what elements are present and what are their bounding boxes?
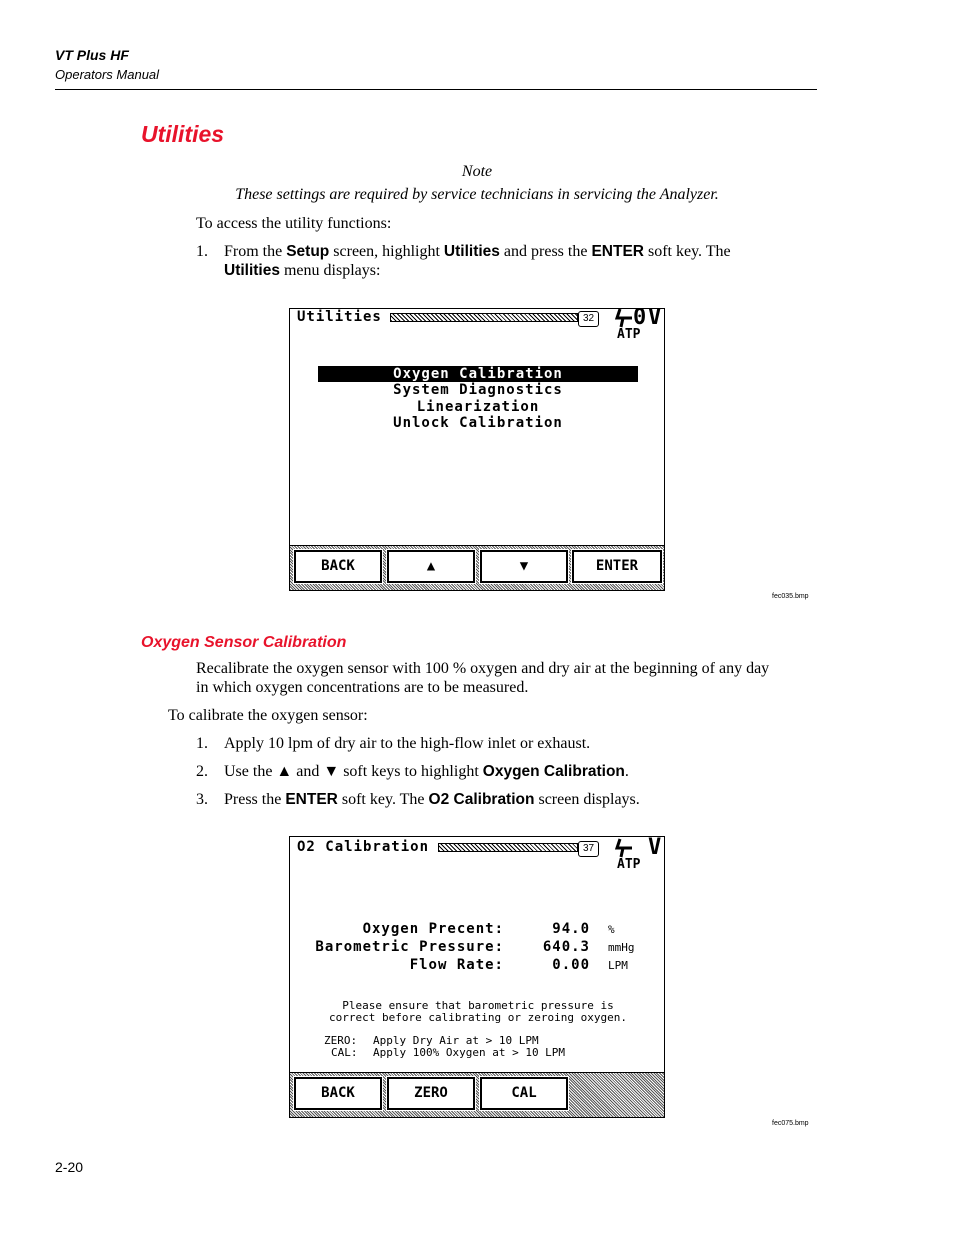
- pressure-value: 640.3: [542, 939, 590, 955]
- flow-rate-unit: LPM: [608, 959, 628, 972]
- bold-term: Utilities: [443, 243, 500, 260]
- header-rule: [55, 89, 817, 90]
- note-label: Note: [461, 163, 493, 180]
- message-line-2: correct before calibrating or zeroing oxygen.: [328, 1011, 627, 1024]
- message-line-1: Please ensure that barometric pressure is: [342, 999, 614, 1012]
- step-number: 1.: [196, 735, 208, 752]
- figure-filename: fec035.bmp: [772, 593, 809, 600]
- step-text: Apply 10 lpm of dry air to the high-flow inlet or exhaust.: [224, 735, 591, 752]
- screen-title: O2 Calibration: [297, 839, 430, 855]
- menu-item-oxygen-calibration[interactable]: Oxygen Calibration: [318, 366, 638, 382]
- text-run: screen, highlight: [329, 243, 444, 260]
- bold-term: Setup: [286, 243, 330, 260]
- text-run: soft key. The: [337, 791, 429, 808]
- volume-icon: V: [648, 308, 662, 330]
- text-run: .: [624, 763, 629, 780]
- step-number: 1.: [196, 243, 208, 260]
- pressure-label: Barometric Pressure:: [315, 939, 504, 955]
- cal-instruction-text: Apply 100% Oxygen at > 10 LPM: [373, 1046, 566, 1059]
- bold-term: O2 Calibration: [428, 791, 535, 808]
- step-number: 3.: [196, 791, 208, 808]
- oxygen-unit: %: [608, 923, 615, 936]
- step-text: [224, 790, 640, 809]
- pressure-unit: mmHg: [608, 941, 635, 954]
- step-text: [224, 762, 629, 781]
- recal-text-line-1: Recalibrate the oxygen sensor with 100 % oxygen and dry air at the beginning of any day: [196, 660, 770, 677]
- zero-instruction-text: Apply Dry Air at > 10 LPM: [373, 1034, 539, 1047]
- enter-softkey[interactable]: ENTER: [572, 550, 662, 583]
- menu-item-linearization[interactable]: Linearization: [416, 399, 540, 415]
- intro-text: To access the utility functions:: [196, 215, 392, 232]
- bold-term: Oxygen Calibration: [482, 763, 625, 780]
- screen-number-badge: 37: [578, 841, 599, 857]
- zero-indicator: 0: [633, 308, 647, 330]
- cal-instruction-label: CAL:: [331, 1046, 358, 1059]
- step-number: 2.: [196, 763, 208, 780]
- bold-term: ENTER: [591, 243, 644, 260]
- menu-item-unlock-calibration[interactable]: Unlock Calibration: [393, 415, 563, 431]
- flow-arrow-icon: [615, 837, 633, 859]
- utilities-screen: [289, 308, 665, 591]
- section-title: Utilities: [141, 121, 225, 147]
- title-hatch: [438, 843, 578, 852]
- up-softkey[interactable]: ▲: [387, 550, 475, 583]
- back-softkey[interactable]: BACK: [294, 550, 382, 583]
- text-run: soft key. The: [643, 243, 731, 260]
- subsection-title: Oxygen Sensor Calibration: [141, 634, 347, 651]
- text-run: From the: [224, 243, 287, 260]
- oxygen-label: Oxygen Precent:: [362, 921, 504, 937]
- recal-text-line-2: in which oxygen concentrations are to be measured.: [196, 679, 529, 696]
- atp-label: ATP: [617, 327, 641, 342]
- page-number: 2-20: [55, 1159, 84, 1175]
- back-softkey[interactable]: BACK: [294, 1077, 382, 1110]
- atp-label: ATP: [617, 857, 641, 872]
- down-softkey[interactable]: ▼: [480, 550, 568, 583]
- manual-subtitle: Operators Manual: [55, 67, 160, 82]
- text-run: menu displays:: [279, 262, 381, 279]
- text-run: and press the: [499, 243, 592, 260]
- oxygen-value: 94.0: [552, 921, 590, 937]
- calibrate-intro: To calibrate the oxygen sensor:: [168, 707, 368, 724]
- softkey-bar: [290, 1072, 665, 1118]
- cal-softkey[interactable]: CAL: [480, 1077, 568, 1110]
- screen-number-badge: 32: [578, 311, 599, 327]
- flow-rate-label: Flow Rate:: [409, 957, 504, 973]
- softkey-bar: [290, 545, 665, 591]
- o2-calibration-screen: [289, 836, 665, 1118]
- text-run: Press the: [224, 791, 286, 808]
- bold-term: ENTER: [285, 791, 338, 808]
- zero-softkey[interactable]: ZERO: [387, 1077, 475, 1110]
- text-run: screen displays.: [534, 791, 640, 808]
- screen-title: Utilities: [297, 309, 382, 325]
- flow-arrow-icon: [615, 308, 633, 329]
- volume-icon: V: [648, 836, 662, 860]
- step-text: [224, 242, 814, 280]
- title-hatch: [390, 313, 578, 322]
- manual-title: VT Plus HF: [55, 47, 129, 63]
- figure-filename: fec075.bmp: [772, 1120, 809, 1127]
- menu-item-system-diagnostics[interactable]: System Diagnostics: [393, 382, 563, 398]
- flow-rate-value: 0.00: [552, 957, 590, 973]
- note-text: These settings are required by service technicians in servicing the Analyzer.: [235, 186, 719, 203]
- bold-term: Utilities: [224, 262, 280, 279]
- zero-instruction-label: ZERO:: [324, 1034, 358, 1047]
- text-run: Use the ▲ and ▼ soft keys to highlight: [224, 763, 483, 780]
